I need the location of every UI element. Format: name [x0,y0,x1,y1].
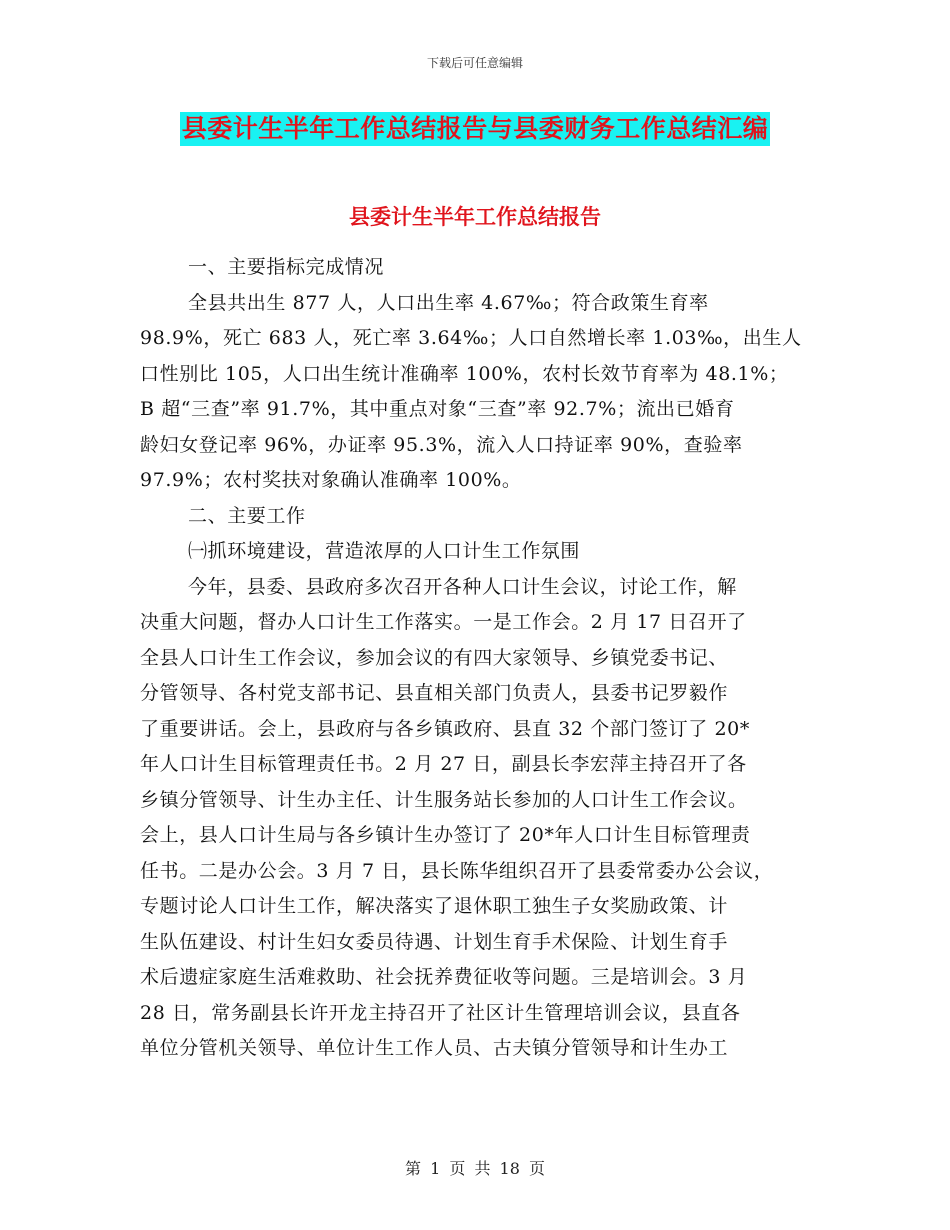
text-line: 二、主要工作 [188,504,306,527]
main-title: 县委计生半年工作总结报告与县委财务工作总结汇编 [180,112,771,146]
text-line: 今年，县委、县政府多次召开各种人口计生会议，讨论工作，解 [188,575,737,598]
text-line: 了重要讲话。会上，县政府与各乡镇政府、县直 32 个部门签订了 20* [140,717,750,740]
text-line: 生队伍建设、村计生妇女委员待遇、计划生育手术保险、计划生育手 [140,930,729,953]
text-line: B 超“三查”率 91.7%，其中重点对象“三查”率 92.7%；流出已婚育 [140,398,735,420]
text-line: 年人口计生目标管理责任书。2 月 27 日，副县长李宏萍主持召开了各 [140,753,747,775]
text-line: 一、主要指标完成情况 [188,256,385,278]
text-line: 专题讨论人口计生工作，解决落实了退休职工独生子女奖励政策、计 [140,895,729,917]
text-line: 98.9%，死亡 683 人，死亡率 3.64‰；人口自然增长率 1.03‰，出生人 [140,327,802,349]
text-line: 术后遗症家庭生活难救助、社会抚养费征收等问题。三是培训会。3 月 [140,966,748,988]
main-title-wrap [0,112,950,146]
page-header: 下载后可任意编辑 [426,56,523,70]
text-line: 28 日，常务副县长许开龙主持召开了社区计生管理培训会议，县直各 [140,1001,741,1024]
text-line: 全县共出生 877 人，人口出生率 4.67‰；符合政策生育率 [188,291,709,314]
text-line: 会上，县人口计生局与各乡镇计生办签订了 20*年人口计生目标管理责 [140,824,751,846]
text-line: 口性别比 105，人口出生统计准确率 100%，农村长效节育率为 48.1%； [140,362,789,385]
text-line: 乡镇分管领导、计生办主任、计生服务站长参加的人口计生工作会议。 [140,788,748,811]
body-text [140,250,815,1067]
page-footer: 第 1 页 共 18 页 [405,1159,545,1178]
text-line: 分管领导、各村党支部书记、县直相关部门负责人，县委书记罗毅作 [140,682,729,704]
text-line: 决重大问题，督办人口计生工作落实。一是工作会。2 月 17 日召开了 [140,611,747,633]
text-line: 龄妇女登记率 96%，办证率 95.3%，流入人口持证率 90%，查验率 [140,433,743,456]
text-line: 单位分管机关领导、单位计生工作人员、古夫镇分管领导和计生办工 [140,1037,729,1059]
text-line: 97.9%；农村奖扶对象确认准确率 100%。 [140,469,522,491]
text-line: ㈠抓环境建设，营造浓厚的人口计生工作氛围 [188,540,581,562]
sub-title: 县委计生半年工作总结报告 [349,205,601,229]
text-line: 任书。二是办公会。3 月 7 日，县长陈华组织召开了县委常委办公会议， [140,859,774,882]
text-line: 全县人口计生工作会议，参加会议的有四大家领导、乡镇党委书记、 [140,646,729,669]
